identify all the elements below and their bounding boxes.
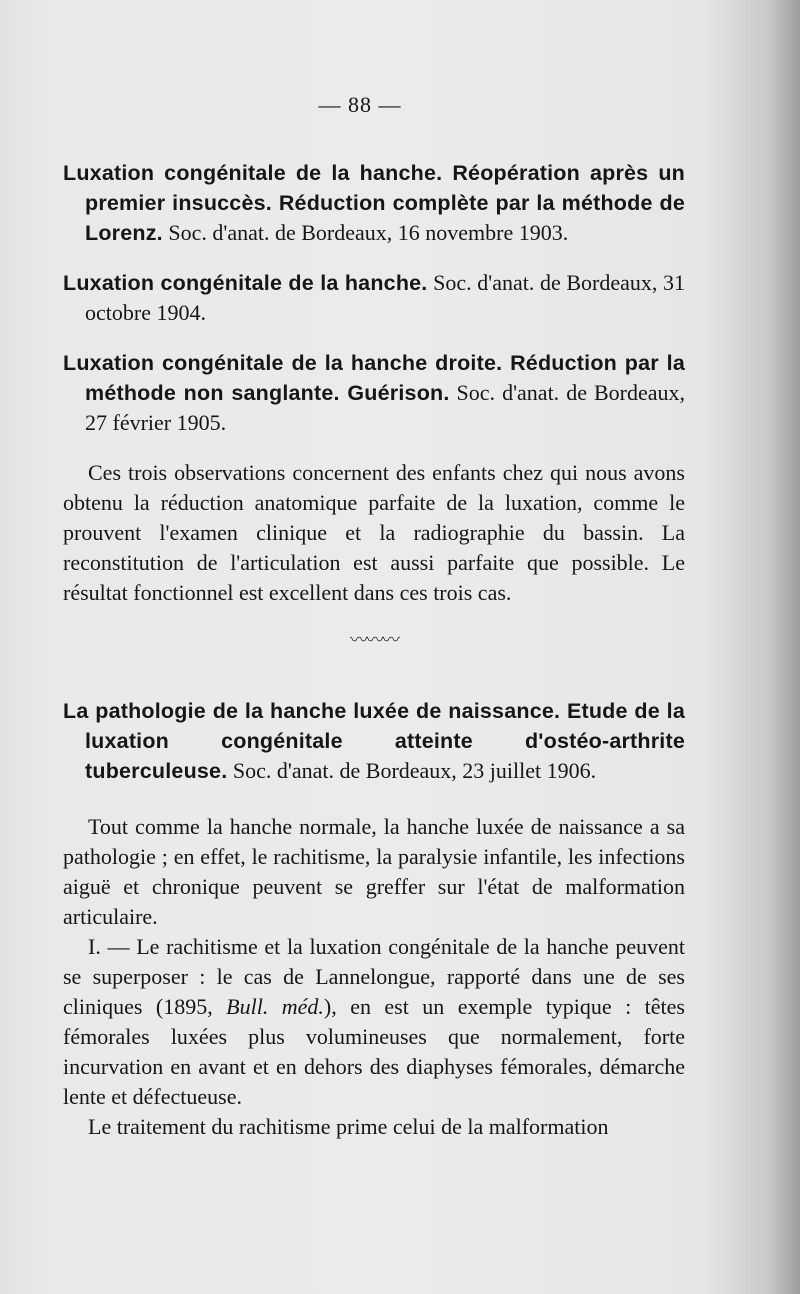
entry-title: La pathologie de la hanche luxée de naissance. Etude de la luxation congénitale atteinte d'ostéo-arthrite tuberculeuse. xyxy=(63,699,685,783)
treatment-paragraph: Le traitement du rachitisme prime celui de la malformation xyxy=(88,1114,609,1139)
entry-title: Luxation congénitale de la hanche. Réopération après un premier insuccès. Réduction complète par la méthode de Lorenz. xyxy=(63,161,685,245)
observations-paragraph: Ces trois observations concernent des enfants chez qui nous avons obtenu la réduction anatomique parfaite de la luxation, comme le prouvent l'examen clinique et la radiographie du bassin. La reconstitution de l'articulation est aussi parfaite que possible. Le résultat fonctionnel est excellent dans ces trois cas. xyxy=(63,460,685,605)
entry-citation: Soc. d'anat. de Bordeaux, 27 février 1905. xyxy=(85,380,685,435)
pathology-intro-paragraph: Tout comme la hanche normale, la hanche luxée de naissance a sa pathologie ; en effet, le rachitisme, la paralysie infantile, les infections aiguë et chronique peuvent se greffer sur l'état de malformation articulaire. xyxy=(63,814,685,929)
journal-citation: Bull. méd. xyxy=(226,994,324,1019)
bibliography-entry-3 xyxy=(63,348,685,438)
section-divider-ornament: 〰〰〰 xyxy=(350,630,398,650)
entry-citation: Soc. d'anat. de Bordeaux, 31 octobre 1904. xyxy=(85,270,685,325)
rachitisme-paragraph xyxy=(63,932,685,1112)
text-run: I. — Le rachitisme et la luxation congénitale de la hanche peuvent se superposer : le cas de Lannelongue, rapporté dans une de ses cliniques (1895, xyxy=(63,934,685,1019)
bibliography-entry-4 xyxy=(63,696,685,786)
page-content xyxy=(63,158,685,1142)
entry-citation: Soc. d'anat. de Bordeaux, 23 juillet 1906. xyxy=(227,758,597,783)
bibliography-entry-2 xyxy=(63,268,685,328)
bibliography-entry-1 xyxy=(63,158,685,248)
page-number: — 88 — xyxy=(318,92,402,117)
text-run: ), en est un exemple typique : têtes fémorales luxées plus volumineuses que normalement, forte incurvation en avant et en dehors des diaphyses fémorales, démarche lente et défectueuse. xyxy=(63,994,685,1109)
entry-title: Luxation congénitale de la hanche droite. Réduction par la méthode non sanglante. Guérison. xyxy=(63,351,685,405)
entry-citation: Soc. d'anat. de Bordeaux, 16 novembre 1903. xyxy=(162,220,569,245)
entry-title: Luxation congénitale de la hanche. xyxy=(63,271,428,295)
section-pathology xyxy=(63,696,685,1142)
